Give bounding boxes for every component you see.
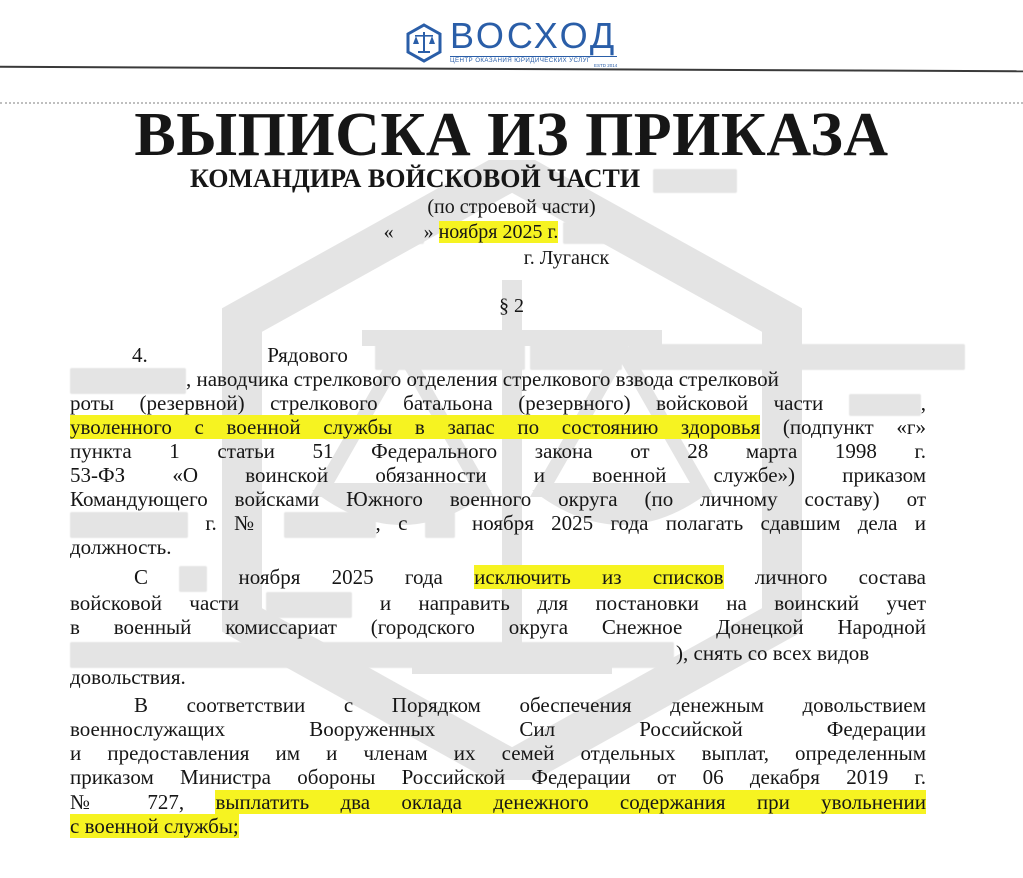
- body-text-13: ), снять со всех видов: [676, 641, 870, 665]
- rank-text: Рядового: [267, 343, 348, 367]
- order-date: [0, 222, 1023, 244]
- logo-name: ВОСХОД: [450, 14, 618, 56]
- body-line-17: и предоставления им и членам их семей отдельных выплат, определенным: [70, 741, 926, 765]
- body-text-2: , наводчика стрелкового отделения стрелкового взвода стрелковой: [186, 367, 779, 391]
- logo-est: ESTD 2014: [593, 62, 618, 68]
- discharge-highlight: уволенного с военной службы в запас по состоянию здоровья: [70, 415, 761, 439]
- body-line-9: должность.: [70, 535, 172, 559]
- payment-highlight-2: с военной службы;: [70, 814, 239, 838]
- body-text-11a: войсковой части: [70, 591, 240, 615]
- document-title: ВЫПИСКА ИЗ ПРИКАЗА: [134, 101, 889, 169]
- redacted-day-3: [179, 566, 207, 592]
- body-text-8c: ноября 2025 года полагать сдавшим дела и: [472, 511, 927, 535]
- body-line-7: Командующего войсками Южного военного округа (по личному составу) от: [70, 487, 926, 511]
- order-city: [0, 248, 1023, 268]
- exclude-highlight: исключить из списков: [474, 565, 724, 589]
- body-text-19a: № 727,: [70, 790, 185, 814]
- body-line-3: [70, 391, 926, 416]
- date-highlight: ноября 2025 г.: [438, 221, 559, 243]
- section-number: § 2: [499, 295, 524, 317]
- redacted-order-number: [563, 222, 639, 244]
- body-line-6: 53-ФЗ «О воинской обязанности и военной службе») приказом: [70, 463, 926, 487]
- payment-highlight: выплатить два оклада денежного содержания при увольнении: [215, 790, 926, 814]
- redacted-unit-number: [653, 169, 737, 193]
- redacted-unit-number-2: [849, 394, 921, 416]
- redacted-day: [394, 222, 424, 244]
- body-text-10b: ноября 2025 года: [238, 565, 443, 589]
- body-line-4: [70, 415, 926, 439]
- company-logo: [404, 14, 618, 68]
- body-line-5: пункта 1 статьи 51 Федерального закона от 28 марта 1998 г.: [70, 439, 926, 463]
- date-quote-open: «: [383, 221, 394, 243]
- date-quote-close: »: [423, 221, 434, 243]
- body-text-4: (подпункт «г»: [782, 415, 926, 439]
- order-type-note: (по строевой части): [427, 196, 596, 218]
- body-text-8a: г. №: [205, 511, 267, 535]
- body-text-10a: С: [134, 565, 149, 589]
- body-line-12: в военный комиссариат (городского округа Снежное Донецкой Народной: [70, 615, 926, 639]
- document-subtitle: [190, 166, 737, 193]
- body-line-10: [70, 565, 926, 592]
- body-text-8b: , с: [375, 511, 408, 535]
- body-line-15: В соответствии с Порядком обеспечения денежным довольствием: [134, 693, 926, 717]
- body-line-14: довольствия.: [70, 665, 186, 689]
- paragraph-number: 4.: [132, 343, 148, 367]
- subtitle-text: КОМАНДИРА ВОЙСКОВОЙ ЧАСТИ: [190, 164, 641, 193]
- body-text-11b: и направить для постановки на воинский учет: [379, 591, 927, 615]
- body-line-18: приказом Министра обороны Российской Федерации от 06 декабря 2019 г.: [70, 765, 926, 789]
- comma: ,: [920, 391, 927, 415]
- body-line-20: [70, 814, 926, 838]
- city-text: г. Луганск: [523, 247, 610, 269]
- body-text-3: роты (резервной) стрелкового батальона (резервного) войсковой части: [70, 391, 824, 415]
- logo-tagline: ЦЕНТР ОКАЗАНИЯ ЮРИДИЧЕСКИХ УСЛУГ: [450, 56, 617, 64]
- body-line-16: военнослужащих Вооруженных Сил Российской Федерации: [70, 717, 926, 741]
- body-text-10c: личного состава: [754, 565, 926, 589]
- body-line-19: [70, 790, 926, 814]
- scales-emblem-icon: [404, 23, 444, 63]
